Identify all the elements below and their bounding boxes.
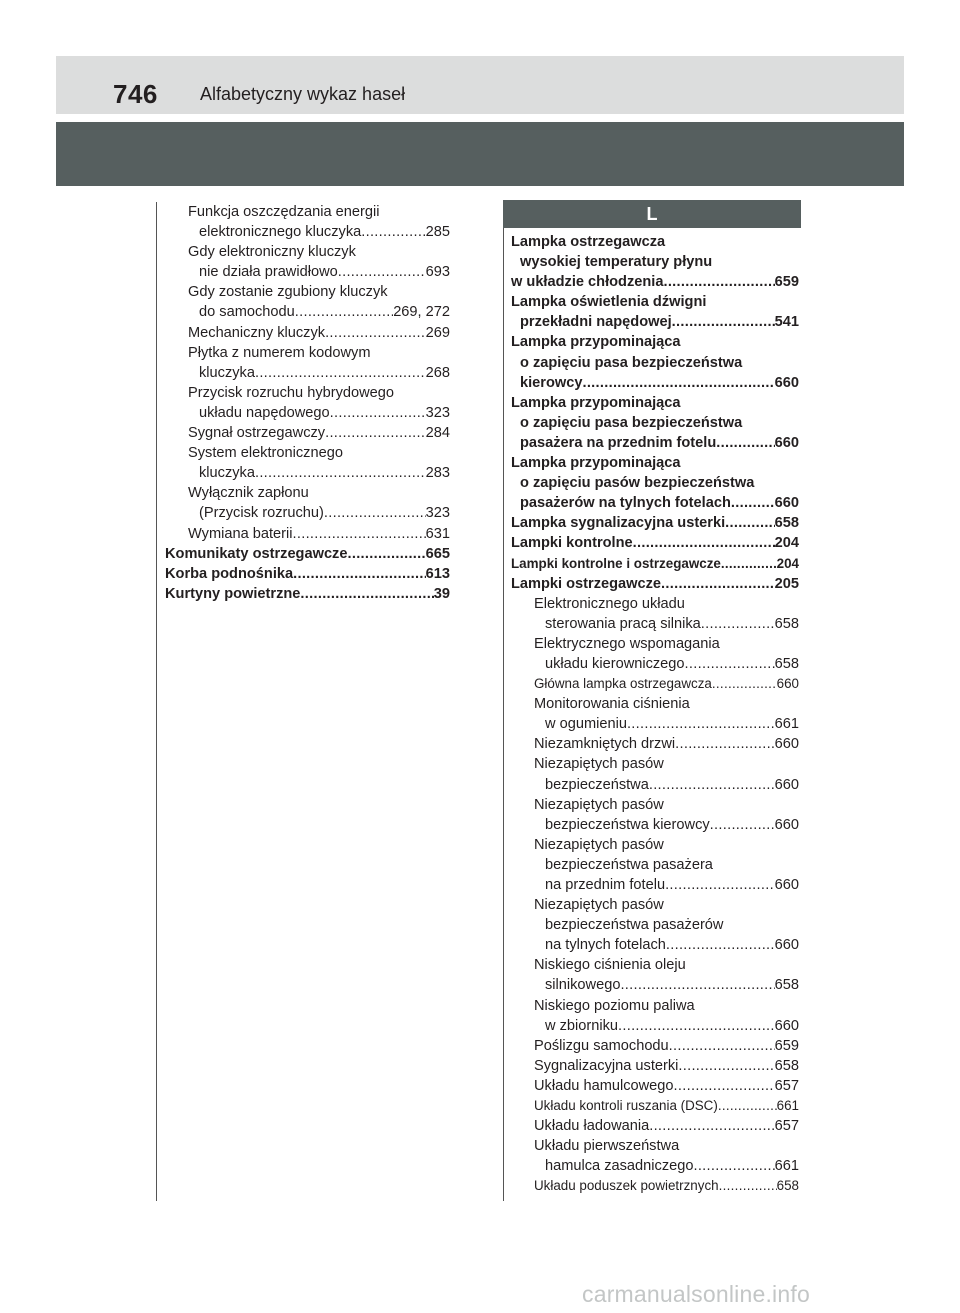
index-page-ref: 323 <box>425 404 450 421</box>
index-entry-text: silnikowego <box>545 977 621 994</box>
index-page-ref: 658 <box>776 1178 799 1194</box>
index-entry-text: bezpieczeństwa <box>545 776 649 793</box>
index-entry <box>511 754 799 794</box>
index-page-ref: 541 <box>774 314 799 331</box>
index-page-ref: 660 <box>774 1017 799 1034</box>
index-entry <box>165 423 450 443</box>
index-entry-text: System elektronicznego <box>188 445 343 462</box>
index-page-ref: 269 <box>425 324 450 341</box>
dot-leader <box>716 433 774 453</box>
index-entry-text: Lampki ostrzegawcze <box>511 575 662 592</box>
index-entry <box>511 292 799 332</box>
dot-leader <box>719 1176 777 1196</box>
index-entry <box>511 1076 799 1096</box>
index-entry-text: w układzie chłodzenia <box>511 274 664 291</box>
index-entry <box>165 383 450 423</box>
dot-leader <box>325 323 426 343</box>
index-page-ref: 661 <box>774 716 799 733</box>
index-entry-text: Główna lampka ostrzegawcza <box>534 676 712 692</box>
dot-leader <box>675 734 775 754</box>
index-entry <box>511 533 799 553</box>
index-page-ref: 269, 272 <box>393 304 450 321</box>
index-page-ref: 613 <box>425 565 450 582</box>
dot-leader <box>300 584 433 604</box>
index-entry-text: Niezapiętych pasów <box>534 796 664 813</box>
index-entry-text: Lampka oświetlenia dźwigni <box>511 294 707 311</box>
index-entry <box>511 232 799 292</box>
page-number: 746 <box>113 79 158 109</box>
index-page-ref: 268 <box>425 364 450 381</box>
index-column-left <box>165 202 450 604</box>
index-entry-text: Lampka ostrzegawcza <box>511 234 666 250</box>
index-page-ref: 283 <box>425 465 450 482</box>
dot-leader <box>324 503 426 523</box>
index-page-ref: 693 <box>425 264 450 281</box>
index-entry-text: do samochodu <box>199 304 295 321</box>
index-page-ref: 323 <box>425 505 450 522</box>
index-entry <box>511 594 799 634</box>
dot-leader <box>330 403 426 423</box>
index-entry-text: na przednim fotelu <box>545 877 666 893</box>
index-entry-text: Lampki kontrolne i ostrzegawcze <box>511 555 721 571</box>
index-page-ref: 631 <box>425 525 450 542</box>
index-entry <box>511 453 799 513</box>
index-entry <box>511 393 799 453</box>
page-title: Alfabetyczny wykaz haseł <box>200 84 406 104</box>
index-entry <box>511 795 799 835</box>
index-entry <box>165 282 450 322</box>
index-entry-text: w ogumieniu <box>545 716 627 733</box>
index-entry-text: Niezapiętych pasów <box>534 836 664 853</box>
index-page-ref: 665 <box>425 545 450 562</box>
index-entry-text: Lampka przypominająca <box>511 455 681 472</box>
index-entry-text: Płytka z numerem kodowym <box>188 344 371 361</box>
dot-leader <box>663 272 774 292</box>
index-entry <box>165 524 450 544</box>
index-entry <box>165 564 450 584</box>
index-entry-text: Lampka przypominająca <box>511 394 681 411</box>
dot-leader <box>361 222 425 242</box>
index-entry <box>511 694 799 734</box>
index-entry-text: bezpieczeństwa pasażerów <box>545 917 724 934</box>
index-entry-text: bezpieczeństwa kierowcy <box>545 816 710 833</box>
index-entry <box>511 513 799 533</box>
dot-leader <box>620 975 774 995</box>
index-entry-text: na tylnych fotelach <box>545 937 666 954</box>
index-entry-text: Poślizgu samochodu <box>534 1037 669 1054</box>
index-page-ref: 658 <box>774 515 799 532</box>
dot-leader <box>725 513 775 533</box>
index-entry <box>165 443 450 483</box>
dot-leader <box>721 554 777 574</box>
dot-leader <box>712 674 777 694</box>
dot-leader <box>649 775 775 795</box>
index-entry-text: Wymiana baterii <box>188 525 293 542</box>
index-entry <box>511 1056 799 1076</box>
index-entry-text: Układu poduszek powietrznych <box>534 1178 719 1194</box>
index-entry-text: kierowcy <box>520 374 583 391</box>
index-page-ref: 205 <box>774 575 799 592</box>
section-letter: L <box>503 200 801 228</box>
dot-leader <box>347 544 425 564</box>
index-page-ref: 660 <box>774 736 799 753</box>
index-page-ref: 658 <box>774 655 799 672</box>
index-page-ref: 204 <box>776 555 799 571</box>
index-entry-text: Mechaniczny kluczyk <box>188 324 326 341</box>
index-page-ref: 660 <box>774 877 799 893</box>
index-page-ref: 660 <box>774 776 799 793</box>
index-entry <box>511 574 799 594</box>
index-entry-text: Elektrycznego wspomagania <box>534 635 720 652</box>
index-page-ref: 661 <box>776 1098 799 1114</box>
index-entry-text: Układu kontroli ruszania (DSC) <box>534 1098 718 1114</box>
index-page-ref: 285 <box>425 224 450 241</box>
index-entry-text: Gdy elektroniczny kluczyk <box>188 244 356 261</box>
index-page-ref: 661 <box>774 1158 799 1175</box>
dot-leader <box>627 714 775 734</box>
index-entry <box>511 1036 799 1056</box>
index-entry-text: Niskiego ciśnienia oleju <box>534 957 686 974</box>
index-entry-text: o zapięciu pasa bezpieczeństwa <box>520 354 743 371</box>
section-band <box>56 122 904 186</box>
dot-leader <box>674 1076 775 1096</box>
index-entry <box>511 955 799 995</box>
index-entry <box>511 1116 799 1136</box>
index-entry-text: Lampki kontrolne <box>511 535 633 552</box>
index-entry-text: Układu pierwszeństwa <box>534 1138 680 1155</box>
index-page-ref: 658 <box>774 977 799 994</box>
index-entry-text: Kurtyny powietrzne <box>165 585 301 602</box>
index-entry-text: Niezapiętych pasów <box>534 756 664 773</box>
index-entry <box>511 674 799 694</box>
index-entry-text: Sygnalizacyjna usterki <box>534 1057 679 1074</box>
index-entry-text: przekładni napędowej <box>520 314 672 331</box>
index-entry <box>165 343 450 383</box>
index-entry-text: pasażera na przednim fotelu <box>520 434 717 451</box>
dot-leader <box>710 815 775 835</box>
dot-leader <box>633 533 775 553</box>
index-entry-text: bezpieczeństwa pasażera <box>545 856 713 873</box>
index-page-ref: 658 <box>774 615 799 632</box>
index-page-ref: 660 <box>776 676 799 692</box>
index-page-ref: 660 <box>774 374 799 391</box>
index-entry <box>511 835 799 895</box>
dot-leader <box>325 423 426 443</box>
index-entry-text: Komunikaty ostrzegawcze <box>165 545 348 562</box>
index-entry-text: Monitorowania ciśnienia <box>534 696 690 713</box>
dot-leader <box>665 875 775 895</box>
index-entry-text: (Przycisk rozruchu) <box>199 505 324 522</box>
index-entry-text: o zapięciu pasów bezpieczeństwa <box>520 475 755 492</box>
index-entry-text: o zapięciu pasa bezpieczeństwa <box>520 414 743 431</box>
index-page-ref: 39 <box>433 585 450 602</box>
index-entry-text: Gdy zostanie zgubiony kluczyk <box>188 284 388 301</box>
index-entry <box>511 1136 799 1176</box>
index-page-ref: 658 <box>774 1057 799 1074</box>
index-entry-text: elektronicznego kluczyka <box>199 224 362 241</box>
dot-leader <box>338 262 426 282</box>
dot-leader <box>649 1116 774 1136</box>
dot-leader <box>661 574 775 594</box>
index-entry-text: układu napędowego <box>199 404 330 421</box>
index-column-right <box>511 232 799 1197</box>
column-rule-right <box>503 202 504 1201</box>
dot-leader <box>255 463 426 483</box>
index-page-ref: 659 <box>774 1037 799 1054</box>
index-entry-text: kluczyka <box>199 364 255 381</box>
index-entry-text: w zbiorniku <box>545 1017 618 1034</box>
index-page-ref: 657 <box>774 1118 799 1135</box>
index-entry <box>511 1096 799 1116</box>
dot-leader <box>618 1016 775 1036</box>
index-entry <box>165 483 450 523</box>
dot-leader <box>669 1036 775 1056</box>
index-page-ref: 657 <box>774 1077 799 1094</box>
index-entry-text: Układu hamulcowego <box>534 1077 674 1094</box>
index-page-ref: 660 <box>774 816 799 833</box>
index-entry-text: Sygnał ostrzegawczy <box>188 425 326 442</box>
dot-leader <box>295 302 393 322</box>
dot-leader <box>693 1156 774 1176</box>
index-entry <box>511 734 799 754</box>
index-page-ref: 660 <box>774 495 799 512</box>
dot-leader <box>731 493 775 513</box>
dot-leader <box>678 1056 774 1076</box>
index-entry <box>511 332 799 392</box>
index-page-ref: 660 <box>774 434 799 451</box>
index-entry <box>165 242 450 282</box>
index-entry-text: nie działa prawidłowo <box>199 264 338 281</box>
dot-leader <box>293 524 426 544</box>
dot-leader <box>685 654 775 674</box>
dot-leader <box>293 564 426 584</box>
index-entry-text: kluczyka <box>199 465 255 482</box>
dot-leader <box>255 363 426 383</box>
index-entry-text: Niskiego poziomu paliwa <box>534 997 695 1014</box>
header-band <box>56 56 904 114</box>
column-rule-left <box>156 202 157 1201</box>
index-entry-text: układu kierowniczego <box>545 655 685 672</box>
index-entry <box>511 554 799 574</box>
index-entry-text: Niezamkniętych drzwi <box>534 736 676 753</box>
index-entry <box>165 544 450 564</box>
index-entry-text: Korba podnośnika <box>165 565 294 582</box>
index-entry-text: wysokiej temperatury płynu <box>520 254 713 271</box>
index-entry-text: Niezapiętych pasów <box>534 897 664 914</box>
index-page-ref: 204 <box>774 535 799 552</box>
index-entry-text: Lampka przypominająca <box>511 334 681 351</box>
dot-leader <box>582 373 774 393</box>
index-page-ref: 284 <box>425 425 450 442</box>
index-entry <box>511 634 799 674</box>
index-entry-text: sterowania pracą silnika <box>545 615 701 632</box>
index-entry-text: Wyłącznik zapłonu <box>188 485 309 502</box>
dot-leader <box>666 935 775 955</box>
index-entry <box>165 202 450 242</box>
index-entry <box>165 584 450 604</box>
dot-leader <box>672 312 775 332</box>
dot-leader <box>701 614 775 634</box>
index-entry-text: Elektronicznego układu <box>534 595 685 612</box>
watermark: carmanualsonline.info <box>582 1281 810 1307</box>
index-entry-text: Układu ładowania <box>534 1118 650 1135</box>
index-entry <box>511 996 799 1036</box>
index-entry <box>165 323 450 343</box>
index-entry-text: pasażerów na tylnych fotelach <box>520 495 731 512</box>
index-entry-text: Lampka sygnalizacyjna usterki <box>511 515 726 532</box>
index-page-ref: 660 <box>774 937 799 954</box>
index-page-ref: 659 <box>774 274 799 291</box>
index-entry-text: Funkcja oszczędzania energii <box>188 204 380 220</box>
index-entry-text: hamulca zasadniczego <box>545 1158 694 1175</box>
index-entry-text: Przycisk rozruchu hybrydowego <box>188 384 395 401</box>
index-entry <box>511 895 799 955</box>
dot-leader <box>718 1096 777 1116</box>
index-entry <box>511 1176 799 1196</box>
